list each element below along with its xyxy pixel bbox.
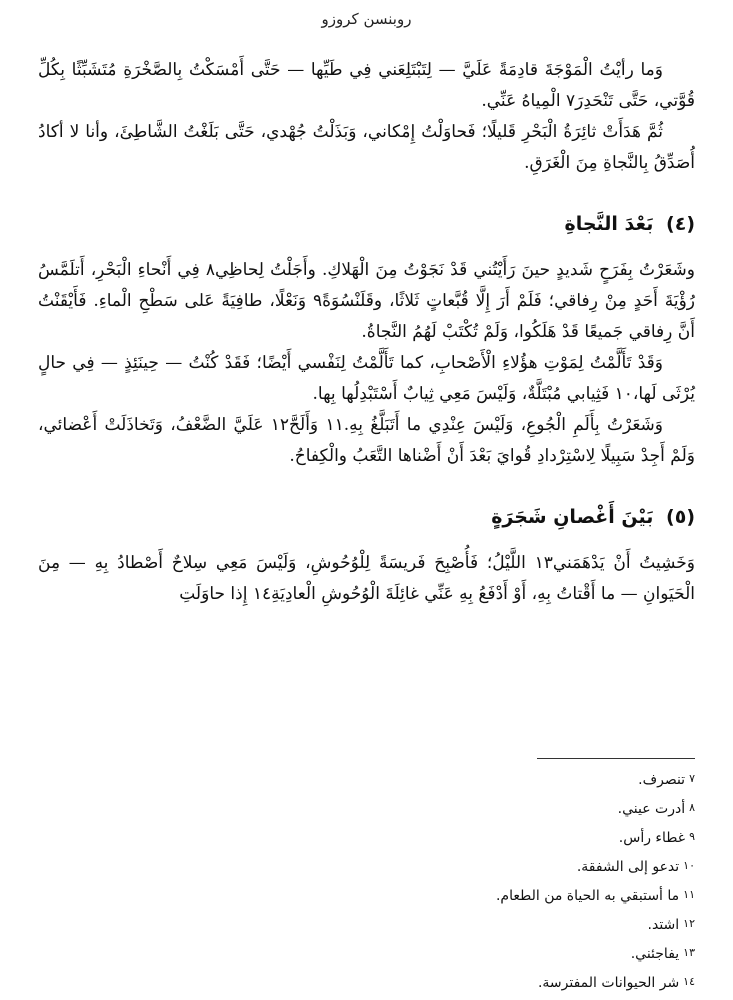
section-number: (٥) [666, 506, 695, 528]
intro-section [38, 55, 695, 179]
footnote-item: ١٣يفاجئني. [630, 946, 695, 962]
section-title: بَعْدَ النَّجاةِ [564, 213, 654, 235]
paragraph: وَقَدْ تَأَلَّمْتُ لِمَوْتِ هؤُلاءِ الْأَصْحابِ، كما تَأَلَّمْتُ لِنَفْسي أَيْضًا؛ فَقَدْ كُنْتُ — حِينَئِذٍ — فِي حالٍ يُرْثَى لَها،١٠ فَثِيابي مُبْتَلَّةٌ، وَلَيْسَ مَعِي ثِيابٌ أَسْتَبْدِلُها بِها. [38, 353, 695, 404]
running-title: روبنسن كروزو [321, 10, 412, 28]
footnote-divider [537, 758, 695, 759]
section-number: (٤) [666, 213, 695, 235]
paragraph: وَخَشِيتُ أَنْ يَدْهَمَني١٣ اللَّيْلُ؛ فَأُصْبِحَ فَريسَةً لِلْوُحُوشِ، وَلَيْسَ مَعِي سِلاحٌ أَصْطادُ بِهِ — مِنَ الْحَيَوانِ — ما أَقْتاتُ بِهِ، أَوْ أَدْفَعُ بِهِ عَنِّي غائِلَةَ الْوُحُوشِ الْعادِيَةِ١٤ إِذا حاوَلَتِ [38, 553, 696, 604]
paragraph: وشَعَرْتُ بِفَرَحٍ شَديدٍ حينَ رَأَيْتُني قَدْ نَجَوْتُ مِنَ الْهَلاكِ. وأَجَلْتُ لِحاظِي٨ فِي أَنْحاءِ الْبَحْرِ، أَتلَمَّسُ رُؤْيَةَ أَحَدٍ مِنْ رِفاقي؛ فَلَمْ أَرَ إِلَّا قُبَّعاتٍ ثَلاثًا، وقَلَنْسُوَةً٩ وَنَعْلًا، طافِيَةً عَلى سَطْحِ الْماءِ. فَأَيْقَنْتُ أَنَّ رِفاقي جَميعًا قَدْ هَلَكُوا، وَلَمْ تُكْتَبْ لَهُمُ النَّجاةُ. [38, 260, 695, 342]
paragraph: ثُمَّ هَدَأَتْ ثائِرَةُ الْبَحْرِ قَليلًا؛ فَحاوَلْتُ إِمْكاني، وَبَذَلْتُ جُهْدي، حَتَّى بَلَغْتُ الشَّاطِئَ، وأنا لا أكادُ أُصَدِّقُ بِالنَّجاةِ مِنَ الْغَرَقِ. [38, 122, 695, 173]
section-heading-4 [38, 213, 695, 235]
footnote-item: ١٤شر الحيوانات المفترسة. [537, 975, 695, 991]
paragraph: وَما رأيْتُ الْمَوْجَةَ قادِمَةً عَلَيَّ — لِتَبْتَلِعَني فِي طَيِّها — حَتَّى أَمْسَكْتُ بِالصَّخْرَةِ مُتَشَبِّثًا بِكُلِّ قُوَّتي، حَتَّى تَنْحَدِرَ٧ الْمِياهُ عَنِّي. [38, 60, 695, 111]
section-title: بَيْنَ أَغْصانِ شَجَرَةٍ [491, 506, 654, 528]
section-5-body [38, 548, 695, 610]
paragraph: وَشَعَرْتُ بِأَلَمِ الْجُوعِ، وَلَيْسَ عِنْدِي ما أَتَبَلَّغُ بِهِ.١١ وَأَلَحَّ١٢ عَلَيَّ الضَّعْفُ، وَتَخاذَلَتْ أَعْضائي، وَلَمْ أَجِدْ سَبِيلًا لِاسْتِرْدادِ قُوايَ بَعْدَ أَنْ أَضْناها التَّعَبُ والْكِفاحُ. [38, 415, 695, 466]
footnote-item: ٨أدرت عيني. [617, 801, 695, 817]
footnotes [38, 758, 695, 997]
page-body [38, 55, 695, 610]
footnote-item: ٩غطاء رأس. [618, 830, 695, 846]
footnote-item: ٧تنصرف. [638, 772, 695, 788]
footnote-item: ١٠تدعو إلى الشفقة. [576, 859, 695, 875]
footnote-item: ١١ما أستبقي به الحياة من الطعام. [495, 888, 695, 904]
section-4-body [38, 255, 695, 472]
section-heading-5 [38, 506, 695, 528]
footnote-item: ١٢اشتد. [647, 917, 695, 933]
